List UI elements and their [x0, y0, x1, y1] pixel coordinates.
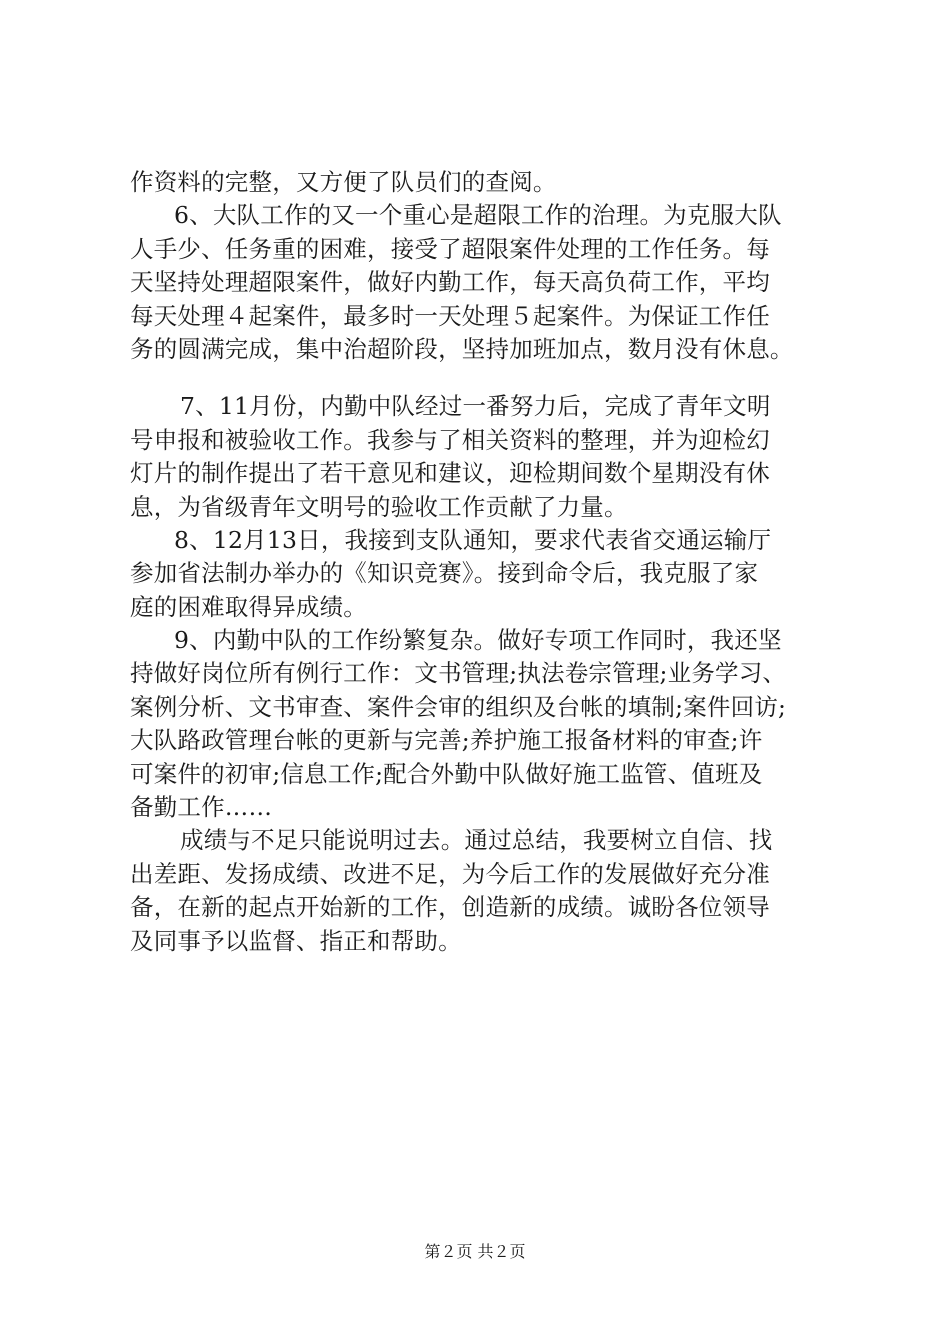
document-body [130, 166, 850, 958]
text-line: 作资料的完整，又方便了队员们的查阅。 [130, 168, 557, 196]
page-number: 第２页 共２页 [424, 1242, 526, 1261]
text-line: 持做好岗位所有例行工作：文书管理;执法卷宗管理;业务学习、 [130, 659, 787, 688]
paragraph-conclusion-start: 成绩与不足只能说明过去。通过总结，我要树立自信、找 [180, 826, 773, 855]
text-line: 息，为省级青年文明号的验收工作贡献了力量。 [130, 492, 628, 521]
text-line: 及同事予以监督、指正和帮助。 [130, 926, 462, 955]
text-line: 每天处理４起案件，最多时一天处理５起案件。为保证工作任 [130, 301, 770, 330]
paragraph-9-start: 9、内勤中队的工作纷繁复杂。做好专项工作同时，我还坚 [174, 626, 782, 655]
text-line: 灯片的制作提出了若干意见和建议，迎检期间数个星期没有休 [130, 459, 770, 488]
text-line: 务的圆满完成，集中治超阶段，坚持加班加点，数月没有休息。 [130, 334, 794, 363]
text-line: 庭的困难取得异成绩。 [130, 592, 367, 621]
text-line: 天坚持处理超限案件，做好内勤工作，每天高负荷工作，平均 [130, 268, 770, 297]
text-line: 大队路政管理台帐的更新与完善;养护施工报备材料的审查;许 [130, 726, 763, 755]
paragraph-7-start: 7、11月份，内勤中队经过一番努力后，完成了青年文明 [180, 392, 771, 421]
text-line: 出差距、发扬成绩、改进不足，为今后工作的发展做好充分准 [130, 859, 770, 888]
paragraph-gap [130, 366, 850, 390]
text-line: 可案件的初审;信息工作;配合外勤中队做好施工监管、值班及 [130, 759, 763, 788]
paragraph-6-start: 6、大队工作的又一个重心是超限工作的治理。为克服大队 [174, 201, 782, 230]
text-line: 号申报和被验收工作。我参与了相关资料的整理，并为迎检幻 [130, 425, 770, 454]
text-line: 案例分析、文书审查、案件会审的组织及台帐的填制;案件回访; [130, 692, 787, 721]
text-line: 备勤工作…… [130, 793, 273, 822]
paragraph-8-start: 8、12月13日，我接到支队通知，要求代表省交通运输厅 [174, 525, 772, 554]
text-line: 人手少、任务重的困难，接受了超限案件处理的工作任务。每 [130, 234, 770, 263]
text-line: 参加省法制办举办的《知识竞赛》。接到命令后，我克服了家 [130, 559, 759, 588]
text-line: 备，在新的起点开始新的工作，创造新的成绩。诚盼各位领导 [130, 893, 770, 922]
